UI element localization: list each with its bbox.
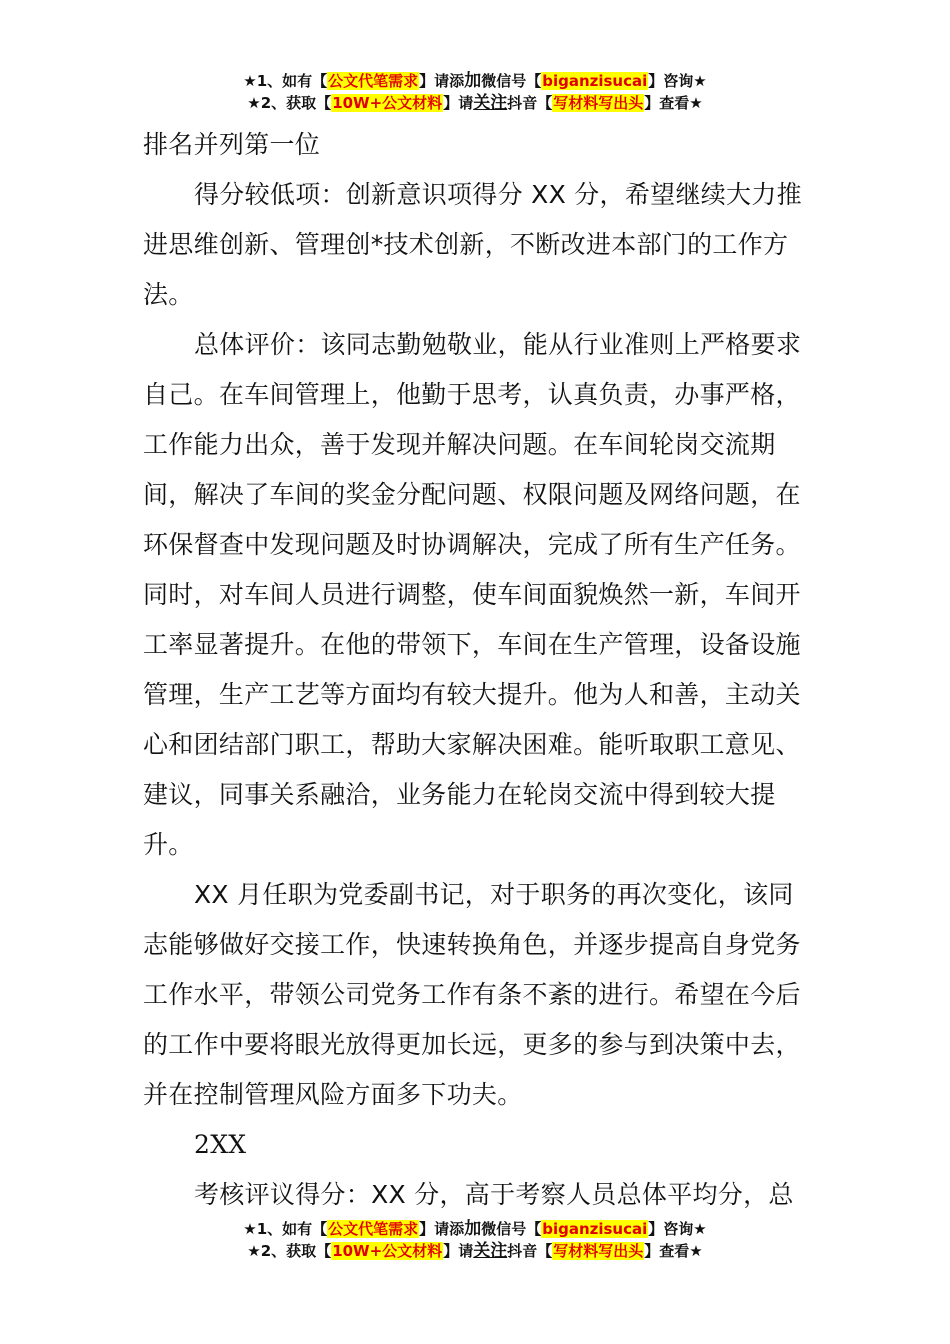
paragraph-low-score: 得分较低项：创新意识项得分 XX 分，希望继续大力推进思维创新、管理创*技术创新，不断改进本部门的工作方法。 [143, 180, 802, 309]
banner-line-1 [0, 1218, 950, 1240]
highlight-wechat-id: biganzisucai [542, 1220, 648, 1238]
banner-text: 抖音【 [507, 1242, 553, 1260]
paragraph-overall-evaluation: 总体评价：该同志勤勉敬业，能从行业准则上严格要求自己。在车间管理上，他勤于思考，认真负责，办事严格，工作能力出众，善于发现并解决问题。在车间轮岗交流期间，解决了车间的奖金分配问题、权限问题及网络问题，在环保督查中发现问题及时协调解决，完成了所有生产任务。同时，对车间人员进行调整，使车间面貌焕然一新，车间开工率显著提升。在他的带领下，车间在生产管理，设备设施管理，生产工艺等方面均有较大提升。他为人和善，主动关心和团结部门职工，帮助大家解决困难。能听取职工意见、建议，同事关系融洽，业务能力在轮岗交流中得到较大提升。 [143, 330, 802, 859]
header-banner [0, 70, 950, 114]
banner-line-1 [0, 70, 950, 92]
banner-text: 】请 [443, 1242, 474, 1260]
banner-line-2 [0, 92, 950, 114]
banner-text: 关注 [473, 93, 508, 113]
banner-text: 】请 [443, 94, 474, 112]
banner-text: 关注 [473, 1241, 508, 1261]
banner-text: ★1、如有【 [243, 1220, 328, 1238]
highlight-service: 公文代笔需求 [328, 1220, 419, 1238]
paragraph-ranking: 排名并列第一位 [143, 130, 321, 159]
banner-text: 加 [464, 71, 482, 91]
document-body [143, 120, 808, 1220]
banner-text: 】咨询★ [648, 72, 707, 90]
banner-text: ★2、获取【 [247, 1242, 332, 1260]
footer-banner [0, 1218, 950, 1262]
banner-text: 】请添 [419, 72, 465, 90]
banner-text: 微信号【 [481, 72, 542, 90]
banner-text: ★2、获取【 [247, 94, 332, 112]
highlight-wechat-id: biganzisucai [542, 72, 648, 90]
highlight-douyin: 写材料写出头 [553, 94, 644, 112]
banner-text: 】咨询★ [648, 1220, 707, 1238]
banner-text: 】查看★ [644, 94, 703, 112]
paragraph-appointment: XX 月任职为党委副书记，对于职务的再次变化，该同志能够做好交接工作，快速转换角色，并逐步提高自身党务工作水平，带领公司党务工作有条不紊的进行。希望在今后的工作中要将眼光放得更加长远，更多的参与到决策中去，并在控制管理风险方面多下功夫。 [143, 880, 801, 1109]
highlight-materials: 10W+公文材料 [332, 94, 443, 112]
highlight-douyin: 写材料写出头 [553, 1242, 644, 1260]
banner-text: 加 [464, 1219, 482, 1239]
banner-line-2 [0, 1240, 950, 1262]
banner-text: 微信号【 [481, 1220, 542, 1238]
banner-text: ★1、如有【 [243, 72, 328, 90]
banner-text: 】请添 [419, 1220, 465, 1238]
highlight-service: 公文代笔需求 [328, 72, 419, 90]
banner-text: 抖音【 [507, 94, 553, 112]
highlight-materials: 10W+公文材料 [332, 1242, 443, 1260]
paragraph-assessment-score: 考核评议得分：XX 分，高于考察人员总体平均分，总 [194, 1180, 794, 1209]
banner-text: 】查看★ [644, 1242, 703, 1260]
section-heading: 2XX [194, 1130, 247, 1159]
